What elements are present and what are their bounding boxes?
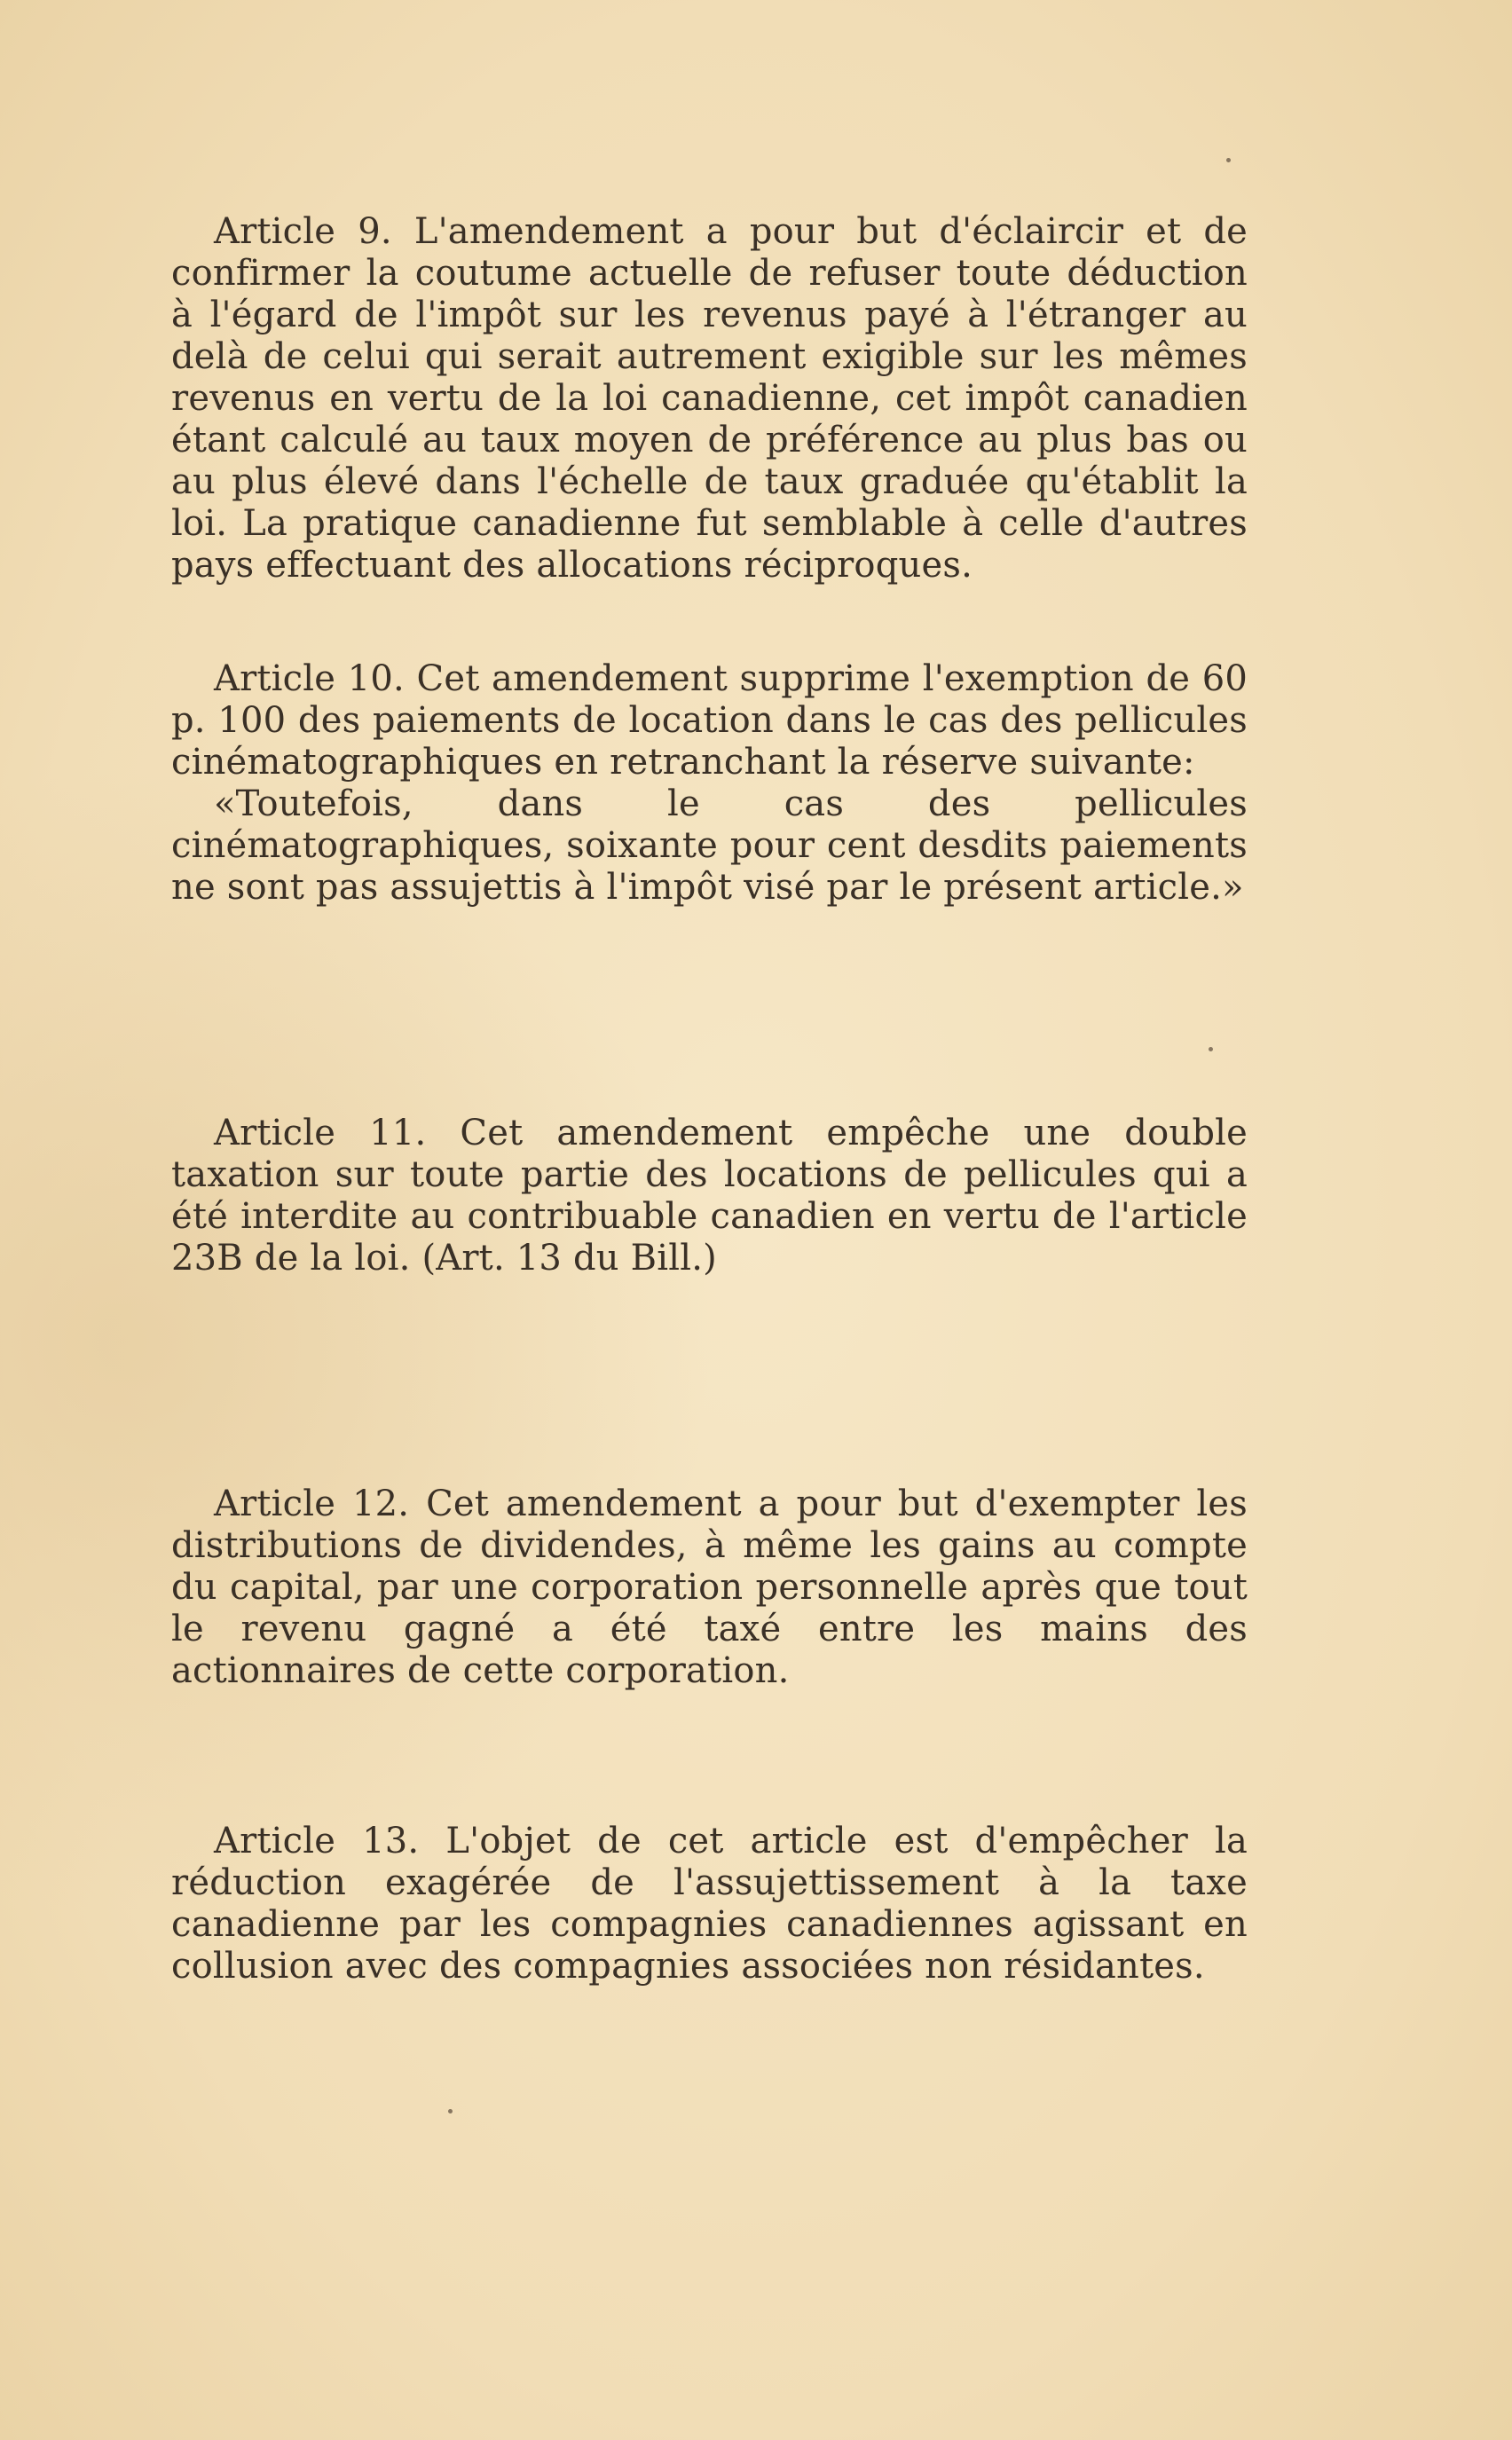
- article-10-label: Article 10.: [214, 658, 405, 699]
- article-13-text: L'objet de cet article est d'empêcher la réduction exagérée de l'assujettissement à la taxe canadienne par les compagnies canadiennes agissant en collusion avec des compagnies associées non résidantes.: [171, 1821, 1248, 1987]
- article-10-quote: «Toutefois, dans le cas des pellicules cinématographiques, soixante pour cent desdits paiements ne sont pas assujettis à l'impôt visé par le présent article.»: [171, 783, 1248, 908]
- article-10-text: Cet amendement supprime l'exemption de 60 p. 100 des paiements de location dans le cas des pellicules cinématographiques en retranchant la réserve suivante:: [171, 658, 1248, 783]
- paper-speck: [1226, 158, 1231, 162]
- article-12-label: Article 12.: [214, 1484, 410, 1524]
- article-10: [171, 658, 1248, 909]
- article-9-paragraph: [171, 211, 1248, 586]
- paper-speck: [448, 2109, 453, 2113]
- article-9-label: Article 9.: [214, 211, 392, 252]
- article-12-paragraph: [171, 1484, 1248, 1692]
- article-10-paragraph: [171, 658, 1248, 783]
- article-13: [171, 1821, 1248, 1987]
- article-11-text: Cet amendement empêche une double taxation sur toute partie des locations de pellicules qui a été interdite au contribuable canadien en vertu de l'article 23B de la loi. (Art. 13 du Bill.): [171, 1113, 1248, 1279]
- article-12: [171, 1484, 1248, 1692]
- article-13-label: Article 13.: [214, 1821, 420, 1861]
- paper-speck: [1209, 1047, 1213, 1051]
- article-11-label: Article 11.: [214, 1113, 427, 1153]
- article-9-text: L'amendement a pour but d'éclaircir et de confirmer la coutume actuelle de refuser toute déduction à l'égard de l'impôt sur les revenus payé à l'étranger au delà de celui qui serait autrement exigible sur les mêmes revenus en vertu de la loi canadienne, cet impôt canadien étant calculé au taux moyen de préférence au plus bas ou au plus élevé dans l'échelle de taux graduée qu'établit la loi. La pratique canadienne fut semblable à celle d'autres pays effectuant des allocations réciproques.: [171, 211, 1248, 586]
- article-11: [171, 1113, 1248, 1279]
- article-11-paragraph: [171, 1113, 1248, 1279]
- article-13-paragraph: [171, 1821, 1248, 1987]
- article-12-text: Cet amendement a pour but d'exempter les distributions de dividendes, à même les gains au compte du capital, par une corporation personnelle après que tout le revenu gagné a été taxé entre les mains des actionnaires de cette corporation.: [171, 1484, 1248, 1691]
- article-9: [171, 211, 1248, 586]
